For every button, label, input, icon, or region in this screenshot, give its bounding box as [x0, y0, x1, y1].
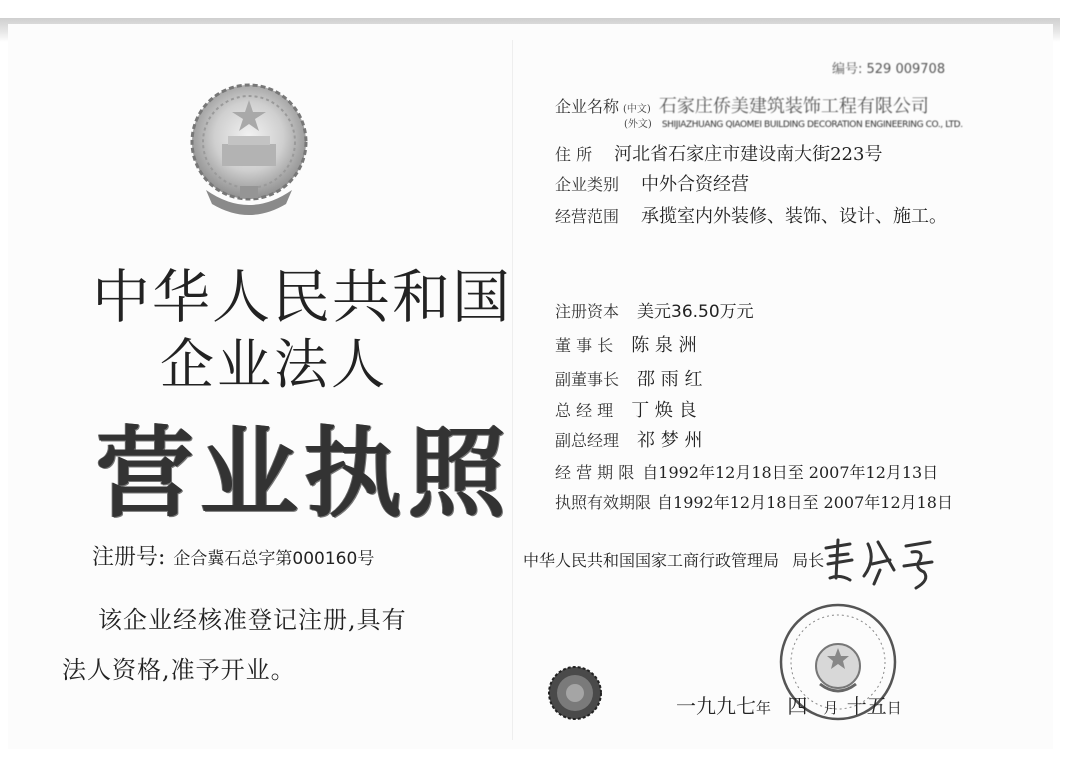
approval-text-line2: 法人资格,准予开业。: [62, 656, 296, 684]
license-validity-value: 自1992年12月18日至 2007年12月18日: [657, 493, 953, 512]
company-en-tag: (外文): [624, 119, 652, 130]
vice-chairman-label: 副董事长: [555, 370, 620, 389]
director-signature-icon: [820, 530, 940, 592]
operating-period-row: [555, 460, 938, 483]
company-name-label: 企业名称: [555, 97, 620, 116]
date-year-unit: 年: [756, 699, 772, 717]
small-stamp-icon: [546, 664, 604, 722]
vice-chairman-row: [555, 365, 702, 391]
registered-capital-label: 注册资本: [555, 302, 620, 321]
general-manager-value: 丁 焕 良: [631, 400, 697, 421]
address-value: 河北省石家庄市建设南大街223号: [614, 144, 883, 165]
date-month-unit: 月: [823, 699, 839, 717]
title-prc: 中华人民共和国: [92, 263, 513, 331]
address-row: [555, 140, 882, 166]
date-day: 十五: [846, 694, 887, 718]
enterprise-type-row: [555, 170, 749, 196]
issuing-authority: 中华人民共和国国家工商行政管理局: [523, 551, 780, 570]
registration-number: 企合冀石总字第000160号: [173, 549, 375, 569]
company-name-en: SHIJIAZHUANG QIAOMEI BUILDING DECORATION ENGINEERING CO., LTD.: [661, 120, 963, 130]
director-label: 局长: [792, 551, 825, 570]
business-scope-row: [555, 202, 947, 228]
registered-capital-row: [555, 297, 754, 322]
issuing-authority-row: [523, 548, 824, 571]
chairman-value: 陈 泉 洲: [631, 335, 697, 356]
deputy-gm-row: [555, 426, 702, 452]
operating-period-label: 经 营 期 限: [555, 463, 635, 482]
title-business-license: 营业执照: [96, 417, 513, 531]
center-fold: [512, 40, 513, 740]
company-en-row: [624, 114, 963, 132]
issue-date: [676, 690, 902, 719]
general-manager-row: [555, 396, 697, 422]
registration-label: 注册号:: [92, 545, 166, 570]
enterprise-type-value: 中外合资经营: [641, 174, 750, 195]
chairman-label: 董 事 长: [555, 336, 614, 355]
license-validity-label: 执照有效期限: [555, 493, 652, 512]
date-day-unit: 日: [886, 699, 902, 717]
enterprise-type-label: 企业类别: [555, 175, 620, 194]
business-scope-value: 承揽室内外装修、装饰、设计、施工。: [641, 206, 948, 227]
license-validity-row: [555, 490, 953, 513]
registration-number-row: [92, 540, 374, 571]
deputy-gm-label: 副总经理: [555, 431, 620, 450]
company-cn-tag: (中文): [623, 104, 651, 115]
general-manager-label: 总 经 理: [555, 401, 614, 420]
address-label: 住 所: [555, 145, 593, 164]
serial-number: 编号: 529 009708: [832, 62, 946, 77]
vice-chairman-value: 邵 雨 红: [637, 369, 703, 390]
registered-capital-value: 美元36.50万元: [637, 302, 754, 322]
title-enterprise-legal-person: 企业法人: [160, 333, 388, 396]
operating-period-value: 自1992年12月18日至 2007年12月13日: [642, 463, 939, 482]
chairman-row: [555, 331, 697, 357]
date-year: 一九九七: [676, 694, 756, 718]
company-name: 石家庄侨美建筑装饰工程有限公司: [658, 96, 929, 117]
business-scope-label: 经营范围: [555, 207, 620, 226]
national-emblem-icon: [184, 78, 314, 223]
date-month: 四: [787, 694, 808, 718]
approval-text-line1: 该企业经核准登记注册,具有: [98, 606, 407, 634]
deputy-gm-value: 祁 梦 州: [637, 430, 703, 451]
